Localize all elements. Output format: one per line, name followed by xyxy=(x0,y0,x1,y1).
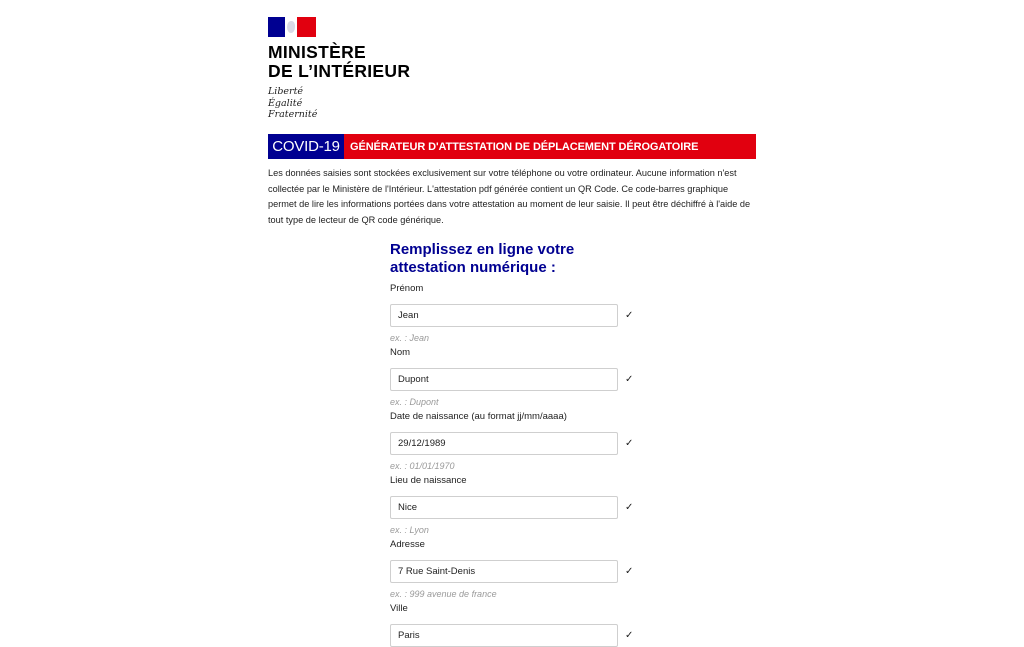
motto-egalite: Égalité xyxy=(268,97,303,109)
field-birthplace xyxy=(390,474,650,536)
lastname-hint: ex. : Dupont xyxy=(390,397,439,407)
firstname-hint: ex. : Jean xyxy=(390,333,430,343)
page-banner xyxy=(268,134,756,159)
page-title: GÉNÉRATEUR D'ATTESTATION DE DÉPLACEMENT DÉROGATOIRE xyxy=(344,134,756,159)
address-label: Adresse xyxy=(390,539,425,550)
marianne-flag-icon xyxy=(268,17,316,37)
ministry-line-1: MINISTÈRE xyxy=(268,42,366,62)
field-birthdate xyxy=(390,410,650,472)
city-input[interactable] xyxy=(390,624,618,647)
birthplace-label: Lieu de naissance xyxy=(390,475,467,486)
birthdate-hint: ex. : 01/01/1970 xyxy=(390,461,455,471)
city-valid-check-icon: ✓ xyxy=(625,630,634,641)
firstname-label: Prénom xyxy=(390,283,424,294)
motto-fraternite: Fraternité xyxy=(268,109,318,120)
motto-liberte: Liberté xyxy=(268,86,304,97)
address-hint: ex. : 999 avenue de france xyxy=(390,589,497,599)
ministry-logo xyxy=(268,17,410,121)
birthdate-valid-check-icon: ✓ xyxy=(625,438,634,449)
covid-tag: COVID-19 xyxy=(268,134,344,159)
birthdate-label: Date de naissance (au format jj/mm/aaaa) xyxy=(390,411,567,422)
ministry-line-2: DE L’INTÉRIEUR xyxy=(268,61,411,81)
city-label: Ville xyxy=(390,603,408,614)
ministry-name xyxy=(268,43,410,81)
birthplace-valid-check-icon: ✓ xyxy=(625,502,634,513)
lastname-label: Nom xyxy=(390,347,411,358)
form-title: Remplissez en ligne votre attestation numérique : xyxy=(390,241,575,276)
field-lastname xyxy=(390,346,650,408)
motto xyxy=(268,86,410,121)
lastname-input[interactable] xyxy=(390,368,618,391)
lastname-valid-check-icon: ✓ xyxy=(625,374,634,385)
field-firstname xyxy=(390,282,650,344)
birthdate-input[interactable] xyxy=(390,432,618,455)
field-city xyxy=(390,602,650,647)
address-input[interactable] xyxy=(390,560,618,583)
privacy-notice: Les données saisies sont stockées exclusivement sur votre téléphone ou votre ordinateur. Aucune information n'est collectée par le Ministère de l'Intérieur. L'attestation pdf générée contient un QR Code. Ce code-barres graphique permet de lire les informations portées dans votre attestation au moment de leur saisie. Il peut être déchiffré à l'aide de tout type de lecteur de QR code générique. xyxy=(268,168,751,225)
firstname-input[interactable] xyxy=(390,304,618,327)
firstname-valid-check-icon: ✓ xyxy=(625,310,634,321)
birthplace-hint: ex. : Lyon xyxy=(390,525,429,535)
birthplace-input[interactable] xyxy=(390,496,618,519)
address-valid-check-icon: ✓ xyxy=(625,566,634,577)
field-address xyxy=(390,538,650,600)
